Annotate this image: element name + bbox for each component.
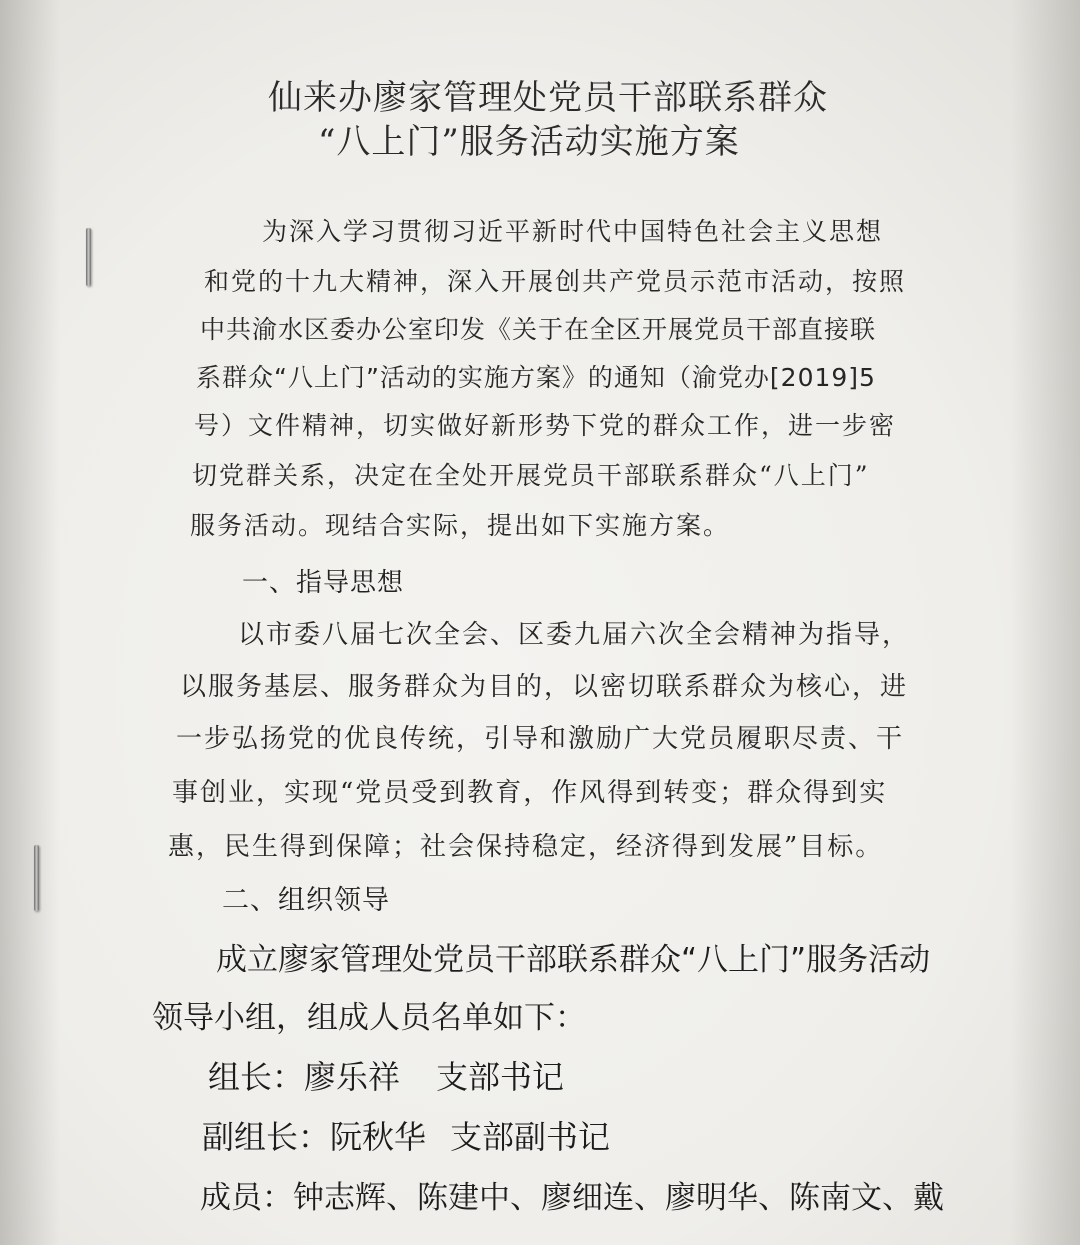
intro-line: 服务活动。现结合实际，提出如下实施方案。 [190,511,731,540]
section1-line: 事创业，实现“党员受到教育，作风得到转变；群众得到实 [172,778,888,808]
page-edge-shadow [0,0,60,1245]
leader-title: 支部书记 [436,1058,565,1096]
intro-line: 和党的十九大精神，深入开展创共产党员示范市活动，按照 [204,267,907,296]
section1-line: 一步弘扬党的优良传统，引导和激励广大党员履职尽责、干 [176,724,905,754]
page-right-shadow [1010,0,1080,1245]
intro-line: 为深入学习贯彻习近平新时代中国特色社会主义思想 [262,217,884,246]
section1-line: 以市委八届七次全会、区委九届六次全会精神为指导， [238,620,911,650]
staple [34,845,39,911]
section1-line: 惠，民生得到保障；社会保持稳定，经济得到发展”目标。 [168,832,884,862]
section-heading-guiding-thought: 一、指导思想 [242,568,405,598]
intro-line: 切党群关系，决定在全处开展党员干部联系群众“八上门” [192,461,870,490]
deputy-leader-name: 副组长：阮秋华 [202,1118,427,1156]
deputy-leader-title: 支部副书记 [450,1118,611,1156]
section2-line: 成立廖家管理处党员干部联系群众“八上门”服务活动 [216,942,931,978]
members-list: 成员：钟志辉、陈建中、廖细连、廖明华、陈南文、戴 [200,1180,944,1216]
document-title-line-2: “八上门”服务活动实施方案 [318,122,740,162]
staple [86,228,91,286]
section1-line: 以服务基层、服务群众为目的，以密切联系群众为核心，进 [180,672,909,702]
section2-line: 领导小组，组成人员名单如下： [152,1000,586,1036]
document-title-line-1: 仙来办廖家管理处党员干部联系群众 [268,78,828,118]
intro-line: 中共渝水区委办公室印发《关于在全区开展党员干部直接联 [200,315,877,344]
intro-line: 系群众“八上门”活动的实施方案》的通知（渝党办[2019]5 [196,363,876,392]
leader-name: 组长：廖乐祥 [208,1058,401,1096]
section-heading-organization: 二、组织领导 [222,885,390,916]
intro-line: 号）文件精神，切实做好新形势下党的群众工作，进一步密 [194,411,897,440]
